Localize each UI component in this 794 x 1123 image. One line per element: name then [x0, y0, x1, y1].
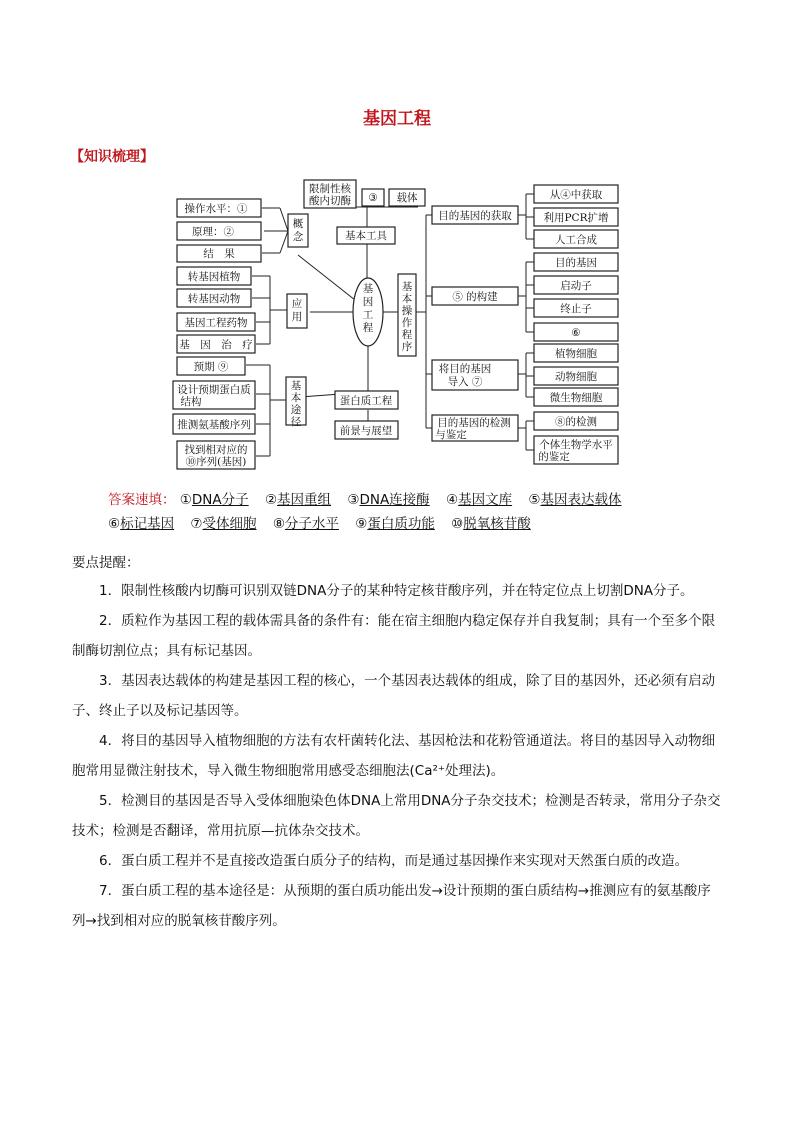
key-point: 5．检测目的基因是否导入受体细胞染色体DNA上常用DNA分子杂交技术；检测是否转录，常用分子杂交技术；检测是否翻译，常用抗原—抗体杂交技术。	[72, 793, 721, 839]
svg-text:结构: 结构	[180, 396, 202, 408]
svg-text:个体生物学水平: 个体生物学水平	[539, 439, 613, 451]
svg-text:目的基因的检测: 目的基因的检测	[437, 417, 511, 429]
svg-text:目的基因: 目的基因	[555, 257, 597, 269]
svg-text:操作水平：①: 操作水平：①	[184, 203, 248, 215]
svg-text:转基因动物: 转基因动物	[187, 293, 241, 305]
svg-text:基因工程药物: 基因工程药物	[184, 317, 248, 329]
svg-text:基本操作程序: 基本操作程序	[401, 281, 413, 353]
svg-text:转基因植物: 转基因植物	[187, 271, 241, 283]
svg-text:与鉴定: 与鉴定	[435, 429, 467, 441]
key-point: 4．将目的基因导入植物细胞的方法有农杆菌转化法、基因枪法和花粉管通道法。将目的基因导入动物细胞常用显微注射技术，导入微生物细胞常用感受态细胞法(Ca²⁺处理法)。	[72, 733, 716, 779]
svg-text:限制性核: 限制性核	[309, 183, 351, 195]
svg-text:③: ③	[368, 192, 378, 204]
svg-text:导入 ⑦: 导入 ⑦	[447, 376, 483, 388]
svg-text:启动子: 启动子	[560, 280, 592, 292]
svg-text:动物细胞: 动物细胞	[555, 371, 597, 383]
svg-text:基本工具: 基本工具	[345, 230, 387, 242]
answer-item: ①DNA分子	[179, 492, 249, 508]
svg-text:应用: 应用	[291, 298, 303, 323]
answer-item: ④基因文库	[445, 492, 513, 508]
answer-item: ⑩脱氧核苷酸	[451, 516, 531, 532]
svg-text:目的基因的获取: 目的基因的获取	[438, 210, 512, 222]
answer-item: ③DNA连接酶	[347, 492, 430, 508]
answer-key	[108, 488, 634, 536]
svg-text:人工合成: 人工合成	[555, 234, 597, 246]
svg-text:概念: 概念	[292, 218, 304, 243]
answer-lead: 答案速填：	[108, 492, 176, 508]
page-title: 基因工程	[363, 109, 431, 129]
svg-text:预期 ⑨: 预期 ⑨	[193, 361, 229, 373]
svg-text:⑤ 的构建: ⑤ 的构建	[452, 291, 498, 303]
svg-text:蛋白质工程: 蛋白质工程	[339, 395, 393, 407]
svg-text:前景与展望: 前景与展望	[339, 425, 393, 437]
svg-text:原理：②: 原理：②	[192, 226, 234, 238]
svg-text:基 因 治 疗: 基 因 治 疗	[179, 339, 253, 351]
key-point: 7．蛋白质工程的基本途径是：从预期的蛋白质功能出发→设计预期的蛋白质结构→推测应有的氨基酸序列→找到相对应的脱氧核苷酸序列。	[72, 883, 711, 929]
section-label: 【知识梳理】	[70, 149, 154, 165]
svg-text:基本途径: 基本途径	[290, 380, 302, 428]
answer-item: ⑧分子水平	[272, 516, 339, 532]
key-point: 6．蛋白质工程并不是直接改造蛋白质分子的结构，而是通过基因操作来实现对天然蛋白质的改造。	[99, 853, 689, 869]
svg-text:⑧的检测: ⑧的检测	[555, 416, 597, 428]
answer-item: ⑦受体细胞	[190, 516, 257, 532]
svg-text:终止子: 终止子	[560, 303, 592, 315]
answer-item: ⑥标记基因	[108, 516, 175, 532]
svg-text:⑥: ⑥	[571, 327, 581, 339]
answer-item: ②基因重组	[264, 492, 332, 508]
svg-text:的鉴定: 的鉴定	[538, 451, 570, 463]
key-points-heading: 要点提醒：	[72, 555, 140, 571]
concept-map	[0, 0, 794, 480]
svg-text:植物细胞: 植物细胞	[555, 348, 597, 360]
svg-text:⑩序列(基因): ⑩序列(基因)	[185, 456, 247, 468]
key-point: 3．基因表达载体的构建是基因工程的核心，一个基因表达载体的组成，除了目的基因外，还必须有启动子、终止子以及标记基因等。	[72, 673, 716, 719]
svg-text:酸内切酶: 酸内切酶	[309, 195, 351, 207]
svg-text:从④中获取: 从④中获取	[549, 189, 603, 201]
svg-text:设计预期蛋白质: 设计预期蛋白质	[177, 384, 251, 396]
answer-item: ⑤基因表达载体	[528, 492, 622, 508]
center-label: 基因工程	[362, 283, 374, 334]
key-point: 1．限制性核酸内切酶可识别双链DNA分子的某种特定核苷酸序列，并在特定位点上切割DNA分子。	[99, 583, 694, 599]
key-point: 2．质粒作为基因工程的载体需具备的条件有：能在宿主细胞内稳定保存并自我复制；具有一个至多个限制酶切割位点；具有标记基因。	[72, 613, 716, 659]
key-points-list	[72, 576, 724, 936]
svg-text:推测氨基酸序列: 推测氨基酸序列	[177, 419, 251, 431]
svg-text:载体: 载体	[396, 192, 418, 204]
answer-item: ⑨蛋白质功能	[355, 516, 435, 532]
svg-text:微生物细胞: 微生物细胞	[549, 392, 603, 404]
svg-text:利用PCR扩增: 利用PCR扩增	[543, 212, 609, 224]
svg-text:找到相对应的: 找到相对应的	[184, 444, 248, 456]
svg-text:结 果: 结 果	[203, 248, 235, 260]
svg-text:将目的基因: 将目的基因	[438, 363, 492, 375]
